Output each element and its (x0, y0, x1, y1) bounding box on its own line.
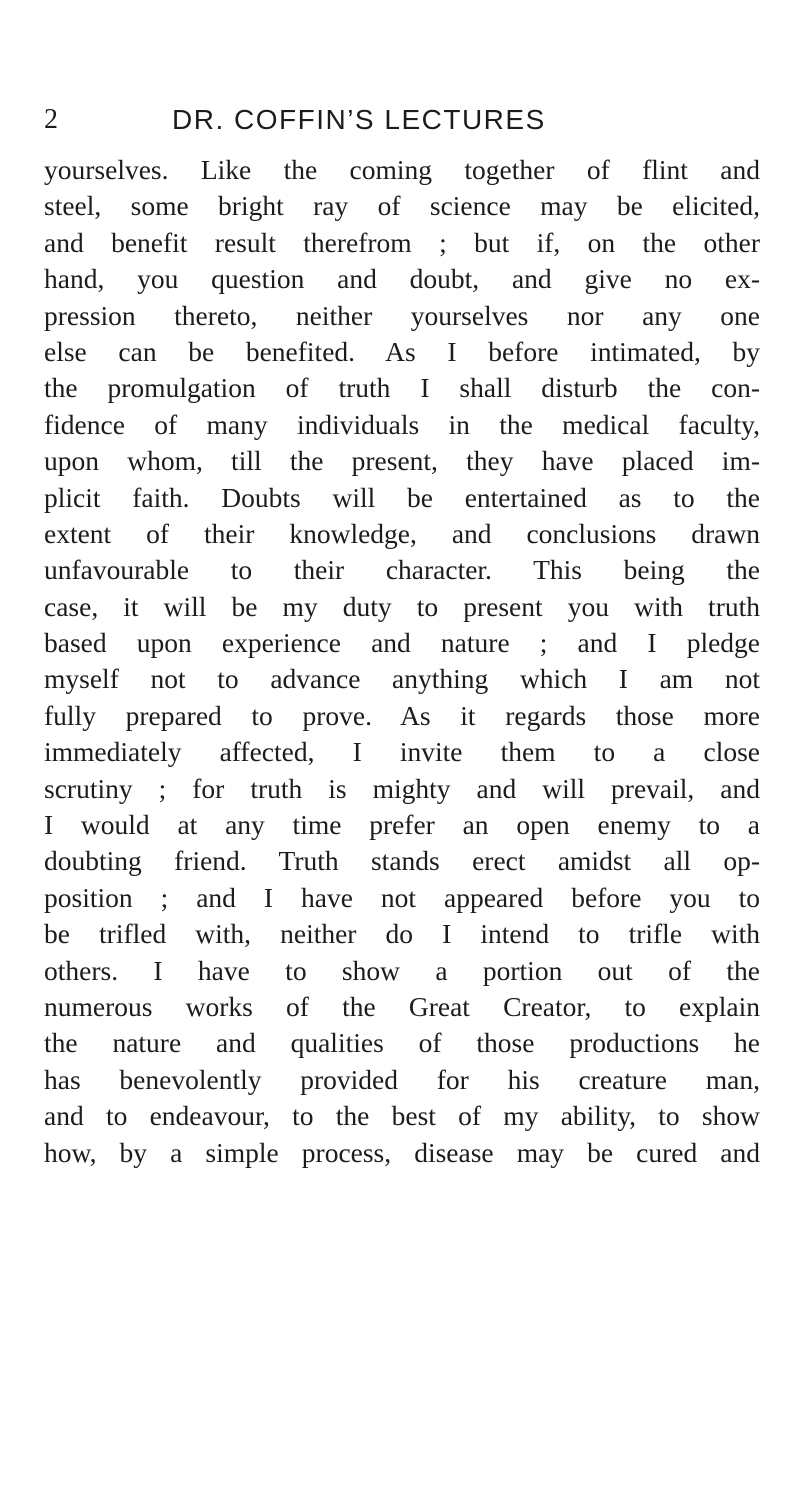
text-line: position ; and I have not appeared before you to (44, 881, 760, 913)
text-line: myself not to advance anything which I am not (44, 663, 760, 695)
text-line: extent of their knowledge, and conclusions drawn (44, 517, 760, 549)
text-line: hand, you question and doubt, and give no ex- (44, 263, 760, 295)
text-line: case, it will be my duty to present you with truth (44, 590, 760, 622)
text-line: based upon experience and nature ; and I pledge (44, 627, 760, 659)
text-line: else can be benefited. As I before intimated, by (44, 335, 760, 367)
running-head (0, 104, 801, 144)
text-line: upon whom, till the present, they have placed im- (44, 445, 760, 477)
text-line: pression thereto, neither yourselves nor any one (44, 299, 760, 331)
text-line: others. I have to show a portion out of the (44, 954, 760, 986)
text-line: fully prepared to prove. As it regards those more (44, 699, 760, 731)
page-number: 2 (44, 104, 59, 135)
text-line: the nature and qualities of those productions he (44, 1027, 760, 1059)
running-title: DR. COFFIN’S LECTURES (172, 104, 546, 135)
text-line: yourselves. Like the coming together of flint and (44, 154, 760, 185)
text-line: how, by a simple process, disease may be cured and (44, 1136, 760, 1168)
body-text (44, 152, 760, 1171)
text-line: unfavourable to their character. This being the (44, 554, 760, 586)
text-line: and to endeavour, to the best of my ability, to show (44, 1100, 760, 1132)
text-line: I would at any time prefer an open enemy to a (44, 809, 760, 841)
text-line: plicit faith. Doubts will be entertained as to the (44, 481, 760, 513)
text-line: has benevolently provided for his creature man, (44, 1063, 760, 1095)
text-line: the promulgation of truth I shall disturb the con- (44, 372, 760, 404)
text-line: fidence of many individuals in the medical faculty, (44, 408, 760, 440)
text-line: immediately affected, I invite them to a close (44, 736, 760, 768)
text-line: steel, some bright ray of science may be elicited, (44, 190, 760, 222)
text-line: numerous works of the Great Creator, to explain (44, 990, 760, 1022)
text-line: and benefit result therefrom ; but if, on the other (44, 226, 760, 258)
text-line: be trifled with, neither do I intend to trifle with (44, 918, 760, 950)
text-line: doubting friend. Truth stands erect amidst all op- (44, 845, 760, 877)
text-line: scrutiny ; for truth is mighty and will prevail, and (44, 772, 760, 804)
